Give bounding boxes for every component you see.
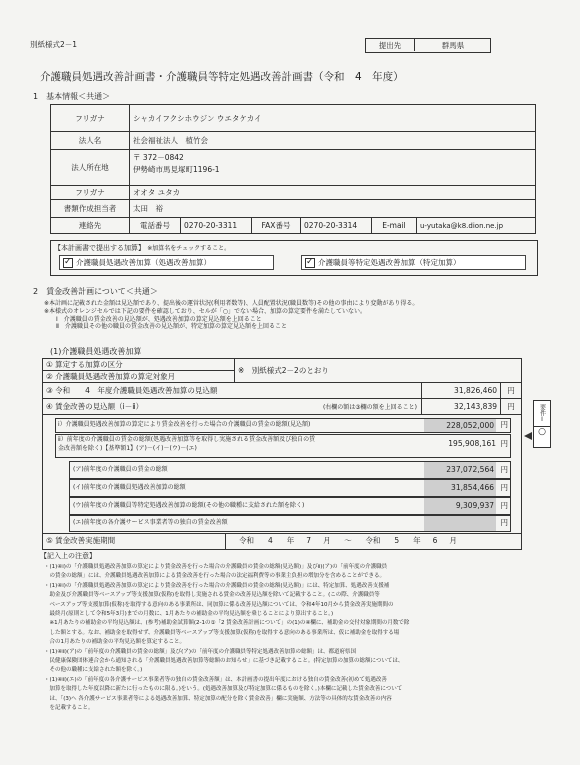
detail-d-unit: 円 xyxy=(500,518,508,527)
detail-a-label: (ア)前年度の介護職員の賃金の総額 xyxy=(73,466,168,473)
note-line: 助金及び介護職員等ベースアップ等支援加算(仮称)を取得し実施される賃金の改善見込額を除いて記載すること。(この際、介護職員等 xyxy=(44,592,380,599)
detail-b-unit: 円 xyxy=(500,483,508,492)
addon-note: ※加算名をチェックすること。 xyxy=(147,245,231,252)
requirement-label: 要件Ⅰ xyxy=(538,404,546,423)
corp-name-label: 法人名 xyxy=(51,132,130,150)
detail-row-ii xyxy=(55,434,511,458)
estimated-addon-value: 31,826,460 xyxy=(422,383,501,399)
period-nen-1: 年 xyxy=(286,536,295,545)
improvement-table xyxy=(42,358,522,550)
addon-option-1-label: 介護職員処遇改善加算（処遇改善加算） xyxy=(76,258,211,267)
person-label: 書類作成担当者 xyxy=(51,200,130,218)
address-label: 法人所在地 xyxy=(51,150,130,186)
note-line: ・(1)④ⅱ)(ア)の「前年度の介護職員の賃金の総額」及び(ア)の「前年度の介護職員等特定処遇改善加算の総額」は、都道府県国 xyxy=(44,648,356,655)
basic-info-table xyxy=(50,104,536,234)
arrow-left-icon xyxy=(524,432,532,440)
section2-note-3: Ⅰ 介護職員の賃金改善の見込額が、処遇改善加算の算定見込額を上回ること xyxy=(56,315,262,323)
detail-d-label: (エ)前年度の各介護サービス事業者等の独自の賃金改善額 xyxy=(73,519,228,526)
period-month-1: 7 xyxy=(306,536,312,545)
tel-label: 電話番号 xyxy=(130,218,181,234)
estimated-addon-unit: 円 xyxy=(501,383,522,399)
detail-b-value: 31,854,466 xyxy=(424,480,496,496)
corp-name: 社会福祉法人 植竹会 xyxy=(130,132,536,150)
note-line: した額とする。なお、補助金を取得せず、介護職員等ベースアップ等支援加算(仮称)を取得する意向のある事業所は、仮に補助金を取得する場 xyxy=(44,629,400,636)
requirement-mark: ○ xyxy=(534,426,550,437)
note-line: 民健康保険団体連合会から通知される「介護職員処遇改善加算等総額のお知らせ」に基づき記載すること。(特定加算の加算の総額については、 xyxy=(44,658,404,665)
note-line: は、「(3)へ 各介護サービス事業者等による処遇改善加算、特定加算の配分を除く賃金改善」欄に実施額、方法等の具体的な賃金改善の内容 xyxy=(44,695,392,702)
period-values xyxy=(239,536,457,545)
detail-row-a xyxy=(69,461,511,479)
submit-box xyxy=(365,38,491,53)
row-addon-category: ① 算定する加算の区分 xyxy=(43,359,235,371)
period-era-1: 令和 xyxy=(239,536,254,545)
submit-label: 提出先 xyxy=(366,39,415,51)
email-label: E-mail xyxy=(372,218,417,234)
address-cell xyxy=(130,150,536,186)
detail-i-value: 228,052,000 xyxy=(424,419,496,432)
tel-value: 0270-20-3311 xyxy=(181,218,252,234)
wage-improvement-unit: 円 xyxy=(501,399,522,415)
note-line: ・(1)④ⅰ)の「介護職員処遇改善加算の算定により賃金改善を行った場合の介護職員の賃金の総額(見込額)」及びⅱ)(ア)の「前年度の介護職員 xyxy=(44,564,388,570)
addon-option-2-label: 介護職員等特定処遇改善加算（特定加算） xyxy=(318,258,461,267)
note-line: 合の1月あたりの補助金の平均見込額を算定すること。 xyxy=(44,639,186,646)
requirement-box xyxy=(533,400,551,448)
table-title: (1)介護職員処遇改善加算 xyxy=(50,347,142,356)
detail-i-unit: 円 xyxy=(500,420,508,429)
note-line: 加算を取得した年度以降に新たに行ったものに限る。)をいう。(処遇改善加算及び特定加算に係るものを除く。)本欄に記載した賃金改善について xyxy=(44,686,403,693)
period-year-1: 4 xyxy=(268,536,273,545)
section2-notes xyxy=(44,300,544,331)
note-line: ・(1)④ⅱ)(エ)の「前年度の各介護サービス事業者等の独自の賃金改善額」は、本計画書の提出年度における独自の賃金改善(初めて処遇改善 xyxy=(44,676,387,683)
row-wage-improvement xyxy=(43,399,422,415)
document-title: 介護職員処遇改善計画書・介護職員等特定処遇改善計画書（令和 4 年度） xyxy=(40,71,404,83)
detail-a-value: 237,072,564 xyxy=(424,462,496,478)
email-value: u-yutaka@k8.dion.ne.jp xyxy=(417,218,536,234)
note-line: の賃金の総額」には、介護職員処遇改善加算による賃金改善を行った場合の法定福利費等の事業主負担の増加分を含めることができる。 xyxy=(44,573,386,580)
period-label: ⑤ 賃金改善実施期間 xyxy=(46,536,116,545)
period-tsuki-2: 月 xyxy=(449,536,457,545)
period-tilde: ～ xyxy=(344,536,352,545)
addon-option-2[interactable] xyxy=(301,255,526,270)
contact-label: 連絡先 xyxy=(51,218,130,234)
detail-ii-label-1: ⅱ）前年度の介護職員の賃金の総額(処遇改善加算等を取得し実施される賃金改善額及び独自の賃 xyxy=(58,436,316,443)
detail-ii-unit: 円 xyxy=(500,439,508,448)
detail-c-label: (ウ)前年度の介護職員等特定処遇改善加算の総額(その他の職種に支給された額を除く) xyxy=(73,502,305,509)
section2-heading: 2 賃金改善計画について＜共通＞ xyxy=(33,287,158,296)
wage-improvement-value: 32,143,839 xyxy=(422,399,501,415)
period-tsuki-1: 月 xyxy=(323,536,331,545)
detail-a-unit: 円 xyxy=(500,465,508,474)
checkbox-checked-icon[interactable] xyxy=(305,258,315,268)
address-value: 伊勢崎市馬見塚町1196-1 xyxy=(133,165,220,174)
note-line: ・(1)④ⅰ)の「介護職員処遇改善加算の算定により賃金改善を行った場合の介護職員の賃金の総額(見込額)」には、特定加算、処遇改善支援補 xyxy=(44,582,390,589)
note-line: 最終月(原則として令和5年3月)までの月数に、1月あたりの補助金の平均見込額を乗じることにより算出すること。) xyxy=(44,611,334,618)
detail-c-unit: 円 xyxy=(500,501,508,510)
furigana-label: フリガナ xyxy=(51,105,130,132)
period-era-2: 令和 xyxy=(365,536,381,545)
submit-value: 群馬県 xyxy=(441,41,465,50)
notes-title: 【記入上の注意】 xyxy=(40,552,96,560)
period-year-2: 5 xyxy=(394,536,400,545)
section2-note-4: Ⅱ 介護職員その他の職員の賃金改善の見込額が、特定加算の算定見込額を上回ること xyxy=(56,323,287,331)
detail-i-label: ⅰ）介護職員処遇改善加算の算定により賃金改善を行った場合の介護職員の賃金の総額(見込額) xyxy=(58,421,311,428)
addon-option-1[interactable] xyxy=(59,255,274,270)
period-month-2: 6 xyxy=(432,536,438,545)
checkbox-checked-icon[interactable] xyxy=(63,258,73,268)
detail-c-value: 9,309,937 xyxy=(424,498,496,514)
notes-body xyxy=(44,563,544,714)
fax-value: 0270-20-3314 xyxy=(301,218,372,234)
row-target-month: ② 介護職員処遇改善加算の算定対象月 xyxy=(43,371,235,383)
row-implementation-period xyxy=(42,534,522,550)
wage-improvement-cond: (右欄の額は③欄の額を上回ること) xyxy=(322,404,417,411)
detail-row-d xyxy=(69,515,511,532)
section2-note-2: ※本様式のオレンジセルでは下記の要件を確認しており、セルが「○」でない場合、加算の算定要件を満たしていない。 xyxy=(44,307,366,315)
fax-label: FAX番号 xyxy=(252,218,301,234)
detail-ii-label-2: 金改善額を除く)【基準額1】(ア)－(イ)－(ウ)－(エ) xyxy=(58,445,197,452)
person-furigana: オオタ ユタカ xyxy=(130,186,536,200)
detail-row-i xyxy=(55,418,511,433)
note-line: ※1月あたりの補助金の平均見込額は、(参考)補助金試算額(2-1の①「2 賃金改善計画について」の(1)の④欄に、補助金の交付対象期間の月数で除 xyxy=(44,620,410,627)
section2-note-1: ※本計画に記載された金額は見込額であり、提出後の運営状況(利用者数等)、人員配置状況(職員数等)その他の事由により変動があり得る。 xyxy=(44,300,419,307)
detail-row-b xyxy=(69,479,511,497)
addon-header: 【本計画書で提出する加算】 xyxy=(54,244,145,252)
row-estimated-addon: ③ 令和 4 年度介護職員処遇改善加算の見込額 xyxy=(43,383,422,399)
detail-d-value xyxy=(424,516,496,531)
detail-row-c xyxy=(69,497,511,515)
detail-ii-value: 195,908,161 xyxy=(448,439,496,448)
period-nen-2: 年 xyxy=(413,536,421,545)
section1-heading: 1 基本情報＜共通＞ xyxy=(33,92,111,101)
furigana-label-2: フリガナ xyxy=(51,186,130,200)
note-line: ベースアップ等支援加算(仮称)を取得する意向のある事業所は、同加算に係る改善見込額については、令和4年10月から賃金改善実施期間の xyxy=(44,601,394,608)
note-line: を記載すること。 xyxy=(44,705,94,712)
detail-block xyxy=(42,415,522,534)
wage-improvement-label: ④ 賃金改善の見込額（ⅰ－ⅱ） xyxy=(46,402,144,411)
corp-furigana: シャカイフクシホウジン ウエタケカイ xyxy=(130,105,536,132)
postal-code: 〒 372－0842 xyxy=(133,153,184,162)
note-line: その他の職種に支給された額を除く。) xyxy=(44,667,143,674)
detail-b-label: (イ)前年度の介護職員処遇改善加算の総額 xyxy=(73,484,186,491)
row-12-note: ※ 別紙様式2－2のとおり xyxy=(235,359,522,383)
person-name: 太田 裕 xyxy=(130,200,536,218)
addon-box xyxy=(50,240,538,276)
form-id: 別紙様式2－1 xyxy=(30,40,78,49)
